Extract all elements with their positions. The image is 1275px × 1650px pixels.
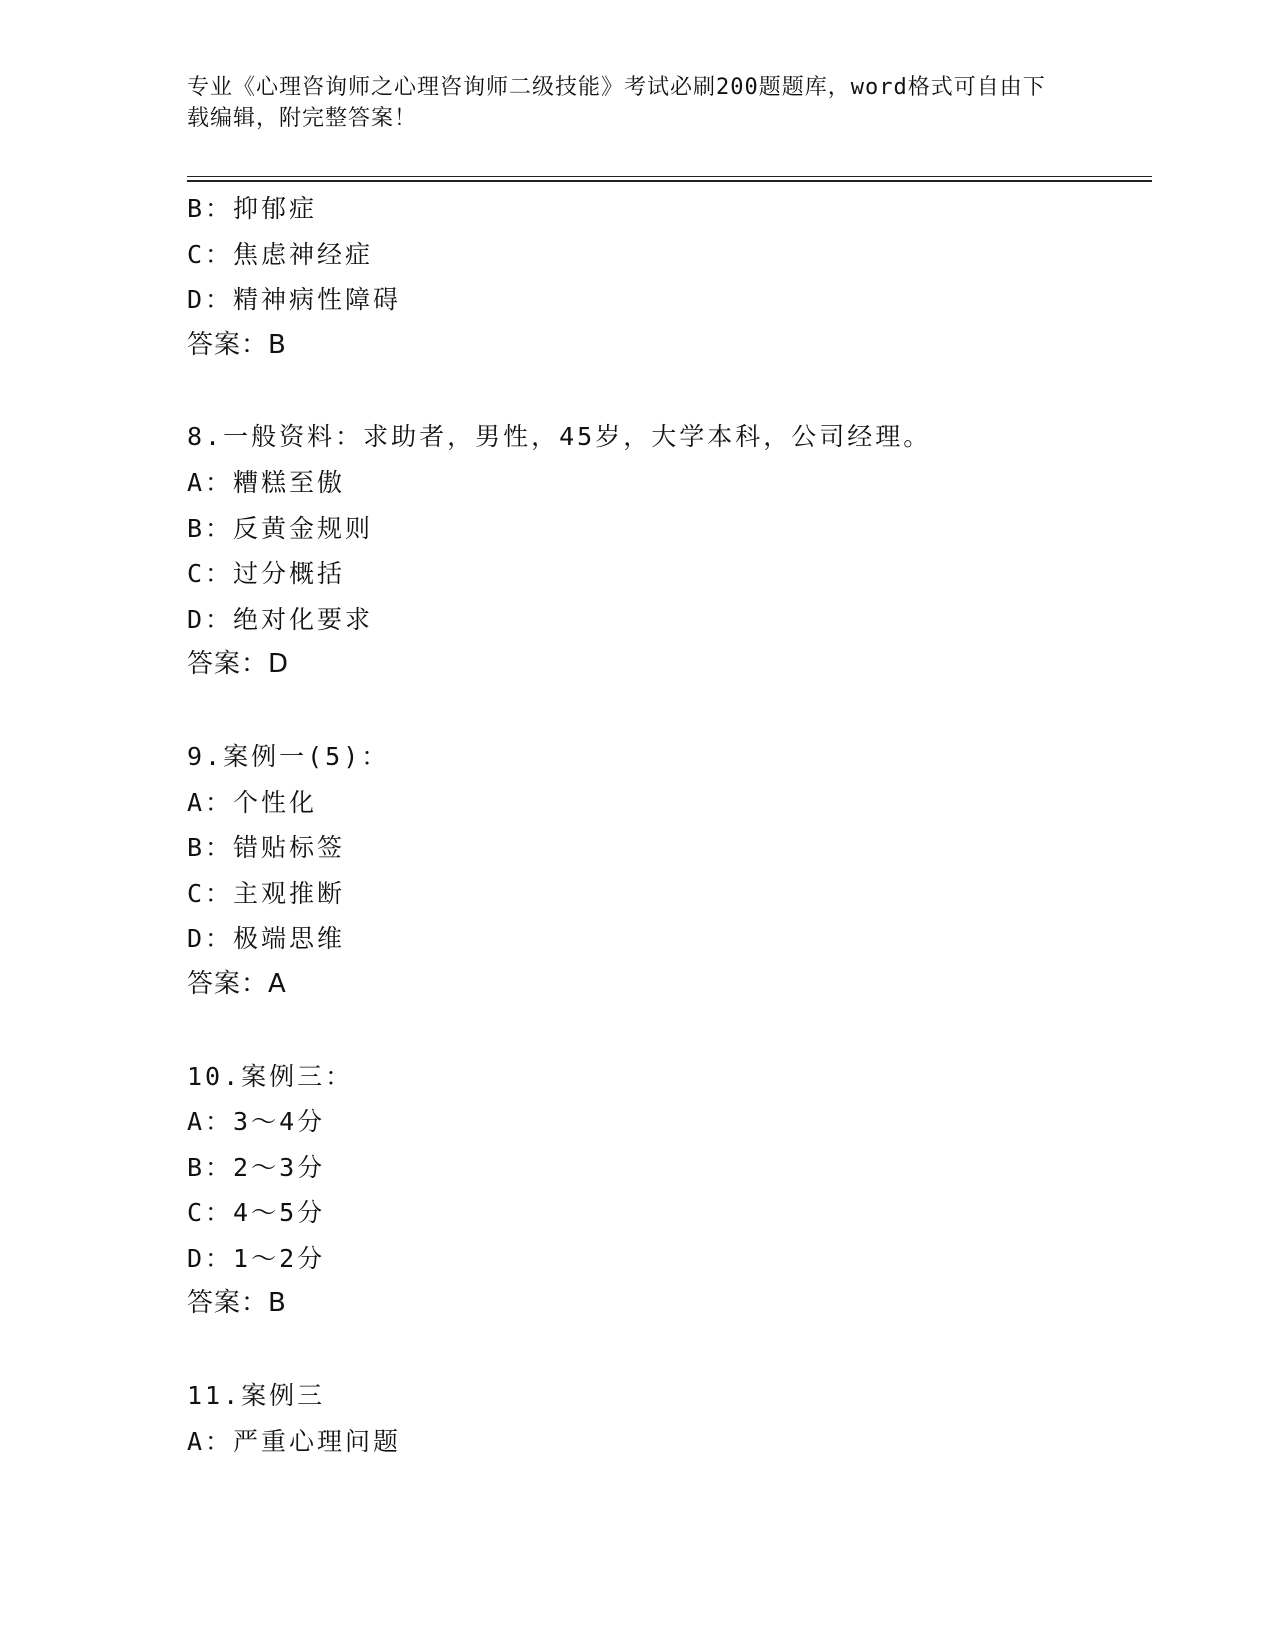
spacer [187,688,1152,734]
answer-line: 答案：B [187,329,287,360]
question-stem: 10.案例三： [187,1061,354,1091]
option-b: B：反黄金规则 [187,513,374,543]
option-d: D：绝对化要求 [187,604,374,634]
option-d: D：极端思维 [187,924,346,954]
spacer [187,368,1152,414]
option-a: A：糟糕至傲 [187,467,346,497]
option-a: A：3～4分 [187,1107,326,1137]
answer-line: 答案：D [187,649,290,680]
option-a: A：严重心理问题 [187,1426,402,1456]
question-block [187,414,1152,688]
question-stem: 9.案例一(5)： [187,741,390,771]
option-c: C：4～5分 [187,1198,326,1228]
question-list [187,186,1152,1464]
answer-line: 答案：B [187,1288,287,1319]
spacer [187,1327,1152,1373]
option-c: C：主观推断 [187,878,346,908]
option-b: B：2～3分 [187,1152,326,1182]
page-header: 专业《心理咨询师之心理咨询师二级技能》考试必刷200题题库，word格式可自由下载编辑，附完整答案！ [187,75,1046,131]
option-d: D：精神病性障碍 [187,285,402,315]
question-block [187,734,1152,1008]
option-d: D：1～2分 [187,1243,326,1273]
option-b: B：抑郁症 [187,194,318,223]
header-rule-thin [187,176,1152,177]
question-stem: 8.一般资料：求助者，男性，45岁，大学本科，公司经理。 [187,422,932,452]
answer-line: 答案：A [187,968,287,999]
question-block [187,1373,1152,1464]
header-rule-thick [187,180,1152,182]
spacer [187,1008,1152,1054]
option-b: B：错贴标签 [187,833,346,863]
question-stem: 11.案例三 [187,1381,326,1411]
option-c: C：焦虑神经症 [187,239,374,269]
option-a: A：个性化 [187,787,318,817]
option-c: C：过分概括 [187,559,346,589]
question-block [187,1054,1152,1328]
